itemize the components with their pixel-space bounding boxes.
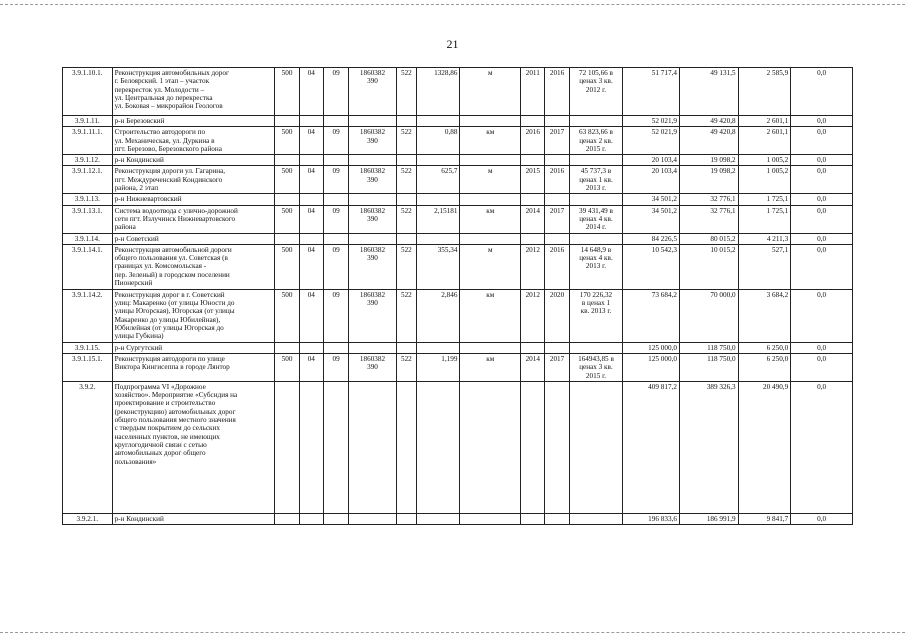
row-name: Реконструкция автодороги по улице Виктора Кингисеппа в городе Лянтор [112, 353, 275, 381]
quantity [416, 513, 459, 524]
quantity [416, 233, 459, 244]
quantity [416, 342, 459, 353]
budget-code-1: 500 [275, 289, 299, 342]
budget-code-3 [323, 194, 348, 205]
budget-code-4: 1860382 390 [349, 205, 397, 233]
amount-total: 10 542,3 [623, 244, 680, 289]
amount-other: 0,0 [791, 233, 853, 244]
table-row [63, 513, 853, 524]
unit: м [460, 166, 521, 194]
budget-code-2: 04 [299, 68, 323, 116]
quantity: 1328,86 [416, 68, 459, 116]
amount-okrug: 10 015,2 [679, 244, 738, 289]
budget-code-5 [396, 194, 416, 205]
row-name: р-н Березовский [112, 116, 275, 127]
budget-code-3: 09 [323, 127, 348, 155]
budget-code-3 [323, 513, 348, 524]
row-name: р-н Сургутский [112, 342, 275, 353]
row-name: Реконструкция дороги ул. Гагарина, пгт. Междуреченский Кондинского района, 2 этап [112, 166, 275, 194]
unit [460, 381, 521, 513]
amount-local: 1 005,2 [738, 155, 791, 166]
amount-local: 527,1 [738, 244, 791, 289]
row-code: 3.9.1.11.1. [63, 127, 113, 155]
budget-code-4 [349, 194, 397, 205]
budget-code-1: 500 [275, 127, 299, 155]
row-name: Подпрограмма VI «Дорожное хозяйство». Мероприятие «Субсидия на проектирование и строительство (реконструкцию) автомобильных дорог общего пользования местного значения с твердым покрытием до сельских населенных пунктов, не имеющих круглогодичной связи с сетью автомобильных дорог общего пользования» [112, 381, 275, 513]
year-start [521, 194, 545, 205]
estimated-cost [569, 194, 623, 205]
budget-table [62, 67, 853, 525]
year-end [545, 155, 569, 166]
row-name: р-н Кондинский [112, 155, 275, 166]
table-row [63, 289, 853, 342]
year-start [521, 233, 545, 244]
row-code: 3.9.1.10.1. [63, 68, 113, 116]
budget-code-2: 04 [299, 289, 323, 342]
budget-code-3: 09 [323, 353, 348, 381]
page-number: 21 [446, 37, 459, 51]
table-row [63, 155, 853, 166]
budget-code-5: 522 [396, 166, 416, 194]
year-start: 2014 [521, 205, 545, 233]
amount-total: 52 021,9 [623, 116, 680, 127]
budget-code-3 [323, 342, 348, 353]
budget-code-4: 1860382 390 [349, 244, 397, 289]
row-name: р-н Нижневартовский [112, 194, 275, 205]
year-start [521, 381, 545, 513]
amount-total: 20 103,4 [623, 166, 680, 194]
row-name: р-н Советский [112, 233, 275, 244]
row-code: 3.9.2.1. [63, 513, 113, 524]
unit: м [460, 68, 521, 116]
row-name: Реконструкция дорог в г. Советский улиц: Макаренко (от улицы Юности до улицы Югорская), Югорская (от улицы Макаренко до улицы Юбилейная), Юбилейная (от улицы Югорская до улицы Губкина) [112, 289, 275, 342]
row-code: 3.9.1.13. [63, 194, 113, 205]
budget-code-4 [349, 513, 397, 524]
amount-total: 34 501,2 [623, 205, 680, 233]
budget-code-5 [396, 116, 416, 127]
unit [460, 513, 521, 524]
amount-okrug: 32 776,1 [679, 194, 738, 205]
table-body [63, 68, 853, 525]
amount-local: 6 250,0 [738, 353, 791, 381]
budget-code-4: 1860382 390 [349, 353, 397, 381]
amount-local: 3 684,2 [738, 289, 791, 342]
estimated-cost [569, 342, 623, 353]
estimated-cost: 164943,85 в ценах 3 кв. 2015 г. [569, 353, 623, 381]
estimated-cost [569, 116, 623, 127]
budget-code-2: 04 [299, 353, 323, 381]
amount-okrug: 389 326,3 [679, 381, 738, 513]
budget-code-1 [275, 116, 299, 127]
amount-other: 0,0 [791, 342, 853, 353]
amount-other: 0,0 [791, 244, 853, 289]
table-row [63, 244, 853, 289]
estimated-cost [569, 381, 623, 513]
amount-other: 0,0 [791, 381, 853, 513]
budget-code-1: 500 [275, 244, 299, 289]
unit: км [460, 127, 521, 155]
year-start [521, 116, 545, 127]
year-start [521, 342, 545, 353]
table-row [63, 233, 853, 244]
estimated-cost: 14 648,9 в ценах 4 кв. 2013 г. [569, 244, 623, 289]
quantity: 0,88 [416, 127, 459, 155]
budget-code-2 [299, 116, 323, 127]
budget-code-2: 04 [299, 205, 323, 233]
budget-code-5: 522 [396, 205, 416, 233]
budget-code-4 [349, 381, 397, 513]
amount-local: 1 725,1 [738, 194, 791, 205]
budget-code-4: 1860382 390 [349, 289, 397, 342]
budget-code-5 [396, 342, 416, 353]
budget-code-4 [349, 233, 397, 244]
table-row [63, 127, 853, 155]
amount-local: 2 601,1 [738, 116, 791, 127]
amount-other: 0,0 [791, 353, 853, 381]
row-name: Система водоотвода с улично-дорожной сети пгт. Излучинск Нижневартовского района [112, 205, 275, 233]
amount-okrug: 118 750,0 [679, 342, 738, 353]
budget-code-5 [396, 381, 416, 513]
budget-code-4 [349, 342, 397, 353]
budget-code-5: 522 [396, 127, 416, 155]
unit: м [460, 244, 521, 289]
amount-local: 1 725,1 [738, 205, 791, 233]
year-end: 2017 [545, 127, 569, 155]
budget-code-1: 500 [275, 166, 299, 194]
table-row [63, 205, 853, 233]
budget-code-2 [299, 342, 323, 353]
budget-code-1 [275, 381, 299, 513]
budget-code-1: 500 [275, 205, 299, 233]
quantity [416, 116, 459, 127]
amount-okrug: 70 000,0 [679, 289, 738, 342]
budget-code-2: 04 [299, 127, 323, 155]
quantity: 2,15181 [416, 205, 459, 233]
budget-code-3 [323, 381, 348, 513]
budget-code-3: 09 [323, 68, 348, 116]
year-end [545, 513, 569, 524]
estimated-cost: 72 105,66 в ценах 3 кв. 2012 г. [569, 68, 623, 116]
row-code: 3.9.1.13.1. [63, 205, 113, 233]
budget-code-3: 09 [323, 244, 348, 289]
unit: км [460, 353, 521, 381]
year-end [545, 381, 569, 513]
year-start: 2011 [521, 68, 545, 116]
budget-code-1 [275, 342, 299, 353]
amount-other: 0,0 [791, 155, 853, 166]
quantity: 625,7 [416, 166, 459, 194]
table-row [63, 194, 853, 205]
budget-code-4: 1860382 390 [349, 166, 397, 194]
unit [460, 342, 521, 353]
budget-code-5: 522 [396, 244, 416, 289]
year-end [545, 342, 569, 353]
estimated-cost [569, 513, 623, 524]
estimated-cost [569, 155, 623, 166]
amount-other: 0,0 [791, 116, 853, 127]
estimated-cost [569, 233, 623, 244]
budget-code-4: 1860382 390 [349, 127, 397, 155]
scan-bottom-edge [0, 632, 905, 633]
year-end [545, 194, 569, 205]
estimated-cost: 39 431,49 в ценах 4 кв. 2014 г. [569, 205, 623, 233]
budget-code-1 [275, 513, 299, 524]
estimated-cost: 170 226,32 в ценах 1 кв. 2013 г. [569, 289, 623, 342]
budget-code-1 [275, 233, 299, 244]
year-start [521, 155, 545, 166]
year-end: 2020 [545, 289, 569, 342]
table-row [63, 342, 853, 353]
amount-other: 0,0 [791, 166, 853, 194]
amount-okrug: 32 776,1 [679, 205, 738, 233]
quantity: 355,34 [416, 244, 459, 289]
budget-code-3: 09 [323, 166, 348, 194]
quantity [416, 194, 459, 205]
budget-code-2: 04 [299, 166, 323, 194]
amount-total: 125 000,0 [623, 353, 680, 381]
amount-okrug: 118 750,0 [679, 353, 738, 381]
amount-other: 0,0 [791, 513, 853, 524]
budget-code-5: 522 [396, 68, 416, 116]
row-code: 3.9.1.15. [63, 342, 113, 353]
amount-total: 20 103,4 [623, 155, 680, 166]
year-end: 2016 [545, 244, 569, 289]
quantity: 1,199 [416, 353, 459, 381]
scan-top-edge [0, 4, 905, 5]
budget-code-5: 522 [396, 289, 416, 342]
amount-local: 6 250,0 [738, 342, 791, 353]
amount-okrug: 49 131,5 [679, 68, 738, 116]
amount-other: 0,0 [791, 127, 853, 155]
budget-code-5 [396, 155, 416, 166]
estimated-cost: 63 823,66 в ценах 2 кв. 2015 г. [569, 127, 623, 155]
year-start: 2012 [521, 289, 545, 342]
budget-code-2 [299, 155, 323, 166]
budget-code-5: 522 [396, 353, 416, 381]
table-row [63, 381, 853, 513]
amount-total: 409 817,2 [623, 381, 680, 513]
amount-other: 0,0 [791, 68, 853, 116]
amount-okrug: 49 420,8 [679, 116, 738, 127]
row-code: 3.9.1.12. [63, 155, 113, 166]
unit [460, 194, 521, 205]
budget-code-2 [299, 233, 323, 244]
amount-total: 34 501,2 [623, 194, 680, 205]
amount-total: 196 833,6 [623, 513, 680, 524]
budget-code-2 [299, 194, 323, 205]
amount-total: 84 226,5 [623, 233, 680, 244]
row-code: 3.9.1.14. [63, 233, 113, 244]
amount-other: 0,0 [791, 289, 853, 342]
quantity [416, 155, 459, 166]
budget-code-2 [299, 381, 323, 513]
row-code: 3.9.1.14.2. [63, 289, 113, 342]
amount-total: 125 000,0 [623, 342, 680, 353]
year-end [545, 116, 569, 127]
table-row [63, 68, 853, 116]
amount-local: 1 005,2 [738, 166, 791, 194]
year-start [521, 513, 545, 524]
budget-code-1: 500 [275, 68, 299, 116]
year-start: 2016 [521, 127, 545, 155]
table-row [63, 166, 853, 194]
row-name: р-н Кондинский [112, 513, 275, 524]
amount-local: 9 841,7 [738, 513, 791, 524]
budget-code-4: 1860382 390 [349, 68, 397, 116]
amount-okrug: 186 991,9 [679, 513, 738, 524]
budget-code-3: 09 [323, 205, 348, 233]
quantity [416, 381, 459, 513]
row-code: 3.9.1.12.1. [63, 166, 113, 194]
amount-other: 0,0 [791, 205, 853, 233]
amount-local: 2 585,9 [738, 68, 791, 116]
row-name: Реконструкция автомобильной дороги общего пользования ул. Советская (в границах ул. Комсомольская - пер. Зеленый) в городском поселении Пионерский [112, 244, 275, 289]
quantity: 2,846 [416, 289, 459, 342]
unit: км [460, 289, 521, 342]
unit: км [460, 205, 521, 233]
amount-local: 4 211,3 [738, 233, 791, 244]
budget-code-1 [275, 155, 299, 166]
budget-code-2 [299, 513, 323, 524]
year-end [545, 233, 569, 244]
amount-total: 51 717,4 [623, 68, 680, 116]
amount-okrug: 19 098,2 [679, 166, 738, 194]
row-name: Строительство автодороги по ул. Механическая, ул. Дуркина в пгт. Березово, Березовского района [112, 127, 275, 155]
year-end: 2016 [545, 166, 569, 194]
table-row [63, 116, 853, 127]
amount-other: 0,0 [791, 194, 853, 205]
amount-okrug: 19 098,2 [679, 155, 738, 166]
estimated-cost: 45 737,3 в ценах 1 кв. 2013 г. [569, 166, 623, 194]
row-code: 3.9.1.15.1. [63, 353, 113, 381]
amount-total: 73 684,2 [623, 289, 680, 342]
budget-code-1: 500 [275, 353, 299, 381]
budget-code-4 [349, 155, 397, 166]
budget-code-3 [323, 233, 348, 244]
amount-total: 52 021,9 [623, 127, 680, 155]
unit [460, 155, 521, 166]
amount-local: 20 490,9 [738, 381, 791, 513]
budget-code-5 [396, 513, 416, 524]
budget-code-3 [323, 155, 348, 166]
amount-local: 2 601,1 [738, 127, 791, 155]
amount-okrug: 49 420,8 [679, 127, 738, 155]
year-start: 2015 [521, 166, 545, 194]
year-end: 2017 [545, 205, 569, 233]
unit [460, 233, 521, 244]
budget-code-2: 04 [299, 244, 323, 289]
year-start: 2014 [521, 353, 545, 381]
budget-code-5 [396, 233, 416, 244]
unit [460, 116, 521, 127]
budget-code-3: 09 [323, 289, 348, 342]
table-row [63, 353, 853, 381]
amount-okrug: 80 015,2 [679, 233, 738, 244]
row-code: 3.9.2. [63, 381, 113, 513]
budget-code-1 [275, 194, 299, 205]
row-code: 3.9.1.11. [63, 116, 113, 127]
budget-code-4 [349, 116, 397, 127]
budget-code-3 [323, 116, 348, 127]
year-end: 2016 [545, 68, 569, 116]
row-code: 3.9.1.14.1. [63, 244, 113, 289]
year-end: 2017 [545, 353, 569, 381]
row-name: Реконструкция автомобильных дорог г. Белоярский. 1 этап – участок перекресток ул. Молодости – ул. Центральная до перекрестка ул. Боковая – микрорайон Геологов [112, 68, 275, 116]
year-start: 2012 [521, 244, 545, 289]
